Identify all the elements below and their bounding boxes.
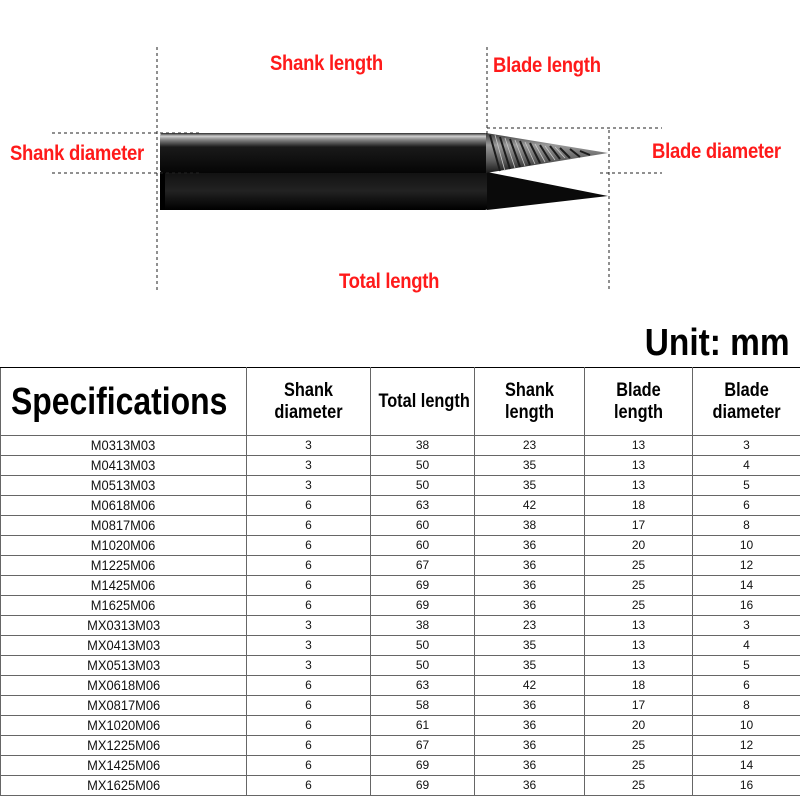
value-cell: 3 [247, 616, 371, 636]
value-cell: 6 [247, 536, 371, 556]
value-cell: 13 [585, 456, 693, 476]
value-cell: 6 [247, 756, 371, 776]
value-cell: 12 [693, 736, 800, 756]
model-cell: MX0313M03 [1, 616, 247, 636]
value-cell: 69 [371, 596, 475, 616]
value-cell: 36 [475, 696, 585, 716]
value-cell: 25 [585, 736, 693, 756]
value-cell: 4 [693, 636, 800, 656]
total-length-label: Total length [339, 270, 440, 293]
table-row [1, 436, 800, 456]
model-cell: M0817M06 [1, 516, 247, 536]
model-cell: MX1625M06 [1, 776, 247, 796]
value-cell: 38 [371, 436, 475, 456]
table-row [1, 736, 800, 756]
value-cell: 6 [247, 716, 371, 736]
value-cell: 25 [585, 776, 693, 796]
model-cell: MX1225M06 [1, 736, 247, 756]
unit-label: Unit: mm [645, 322, 790, 364]
value-cell: 67 [371, 736, 475, 756]
value-cell: 3 [247, 656, 371, 676]
value-cell: 38 [371, 616, 475, 636]
value-cell: 60 [371, 516, 475, 536]
value-cell: 3 [247, 636, 371, 656]
value-cell: 38 [475, 516, 585, 536]
column-header: Specifications [1, 368, 247, 436]
value-cell: 35 [475, 456, 585, 476]
value-cell: 69 [371, 776, 475, 796]
value-cell: 25 [585, 756, 693, 776]
value-cell: 3 [247, 476, 371, 496]
value-cell: 61 [371, 716, 475, 736]
model-cell: MX1425M06 [1, 756, 247, 776]
value-cell: 25 [585, 596, 693, 616]
blade-length-label: Blade length [493, 54, 601, 77]
value-cell: 50 [371, 456, 475, 476]
table-row [1, 596, 800, 616]
column-header: Shank diameter [247, 368, 371, 436]
model-cell: M0413M03 [1, 456, 247, 476]
value-cell: 14 [693, 576, 800, 596]
value-cell: 13 [585, 436, 693, 456]
value-cell: 20 [585, 716, 693, 736]
value-cell: 25 [585, 576, 693, 596]
value-cell: 42 [475, 496, 585, 516]
value-cell: 23 [475, 616, 585, 636]
value-cell: 6 [247, 576, 371, 596]
value-cell: 6 [247, 516, 371, 536]
value-cell: 13 [585, 636, 693, 656]
column-header: Blade length [585, 368, 693, 436]
value-cell: 36 [475, 736, 585, 756]
value-cell: 13 [585, 656, 693, 676]
value-cell: 20 [585, 536, 693, 556]
value-cell: 12 [693, 556, 800, 576]
column-header: Shank length [475, 368, 585, 436]
value-cell: 3 [693, 436, 800, 456]
model-cell: M0618M06 [1, 496, 247, 516]
blade-head [486, 133, 608, 173]
value-cell: 13 [585, 476, 693, 496]
value-cell: 23 [475, 436, 585, 456]
table-header-row [1, 368, 800, 436]
model-cell: M1425M06 [1, 576, 247, 596]
table-row [1, 496, 800, 516]
value-cell: 6 [247, 776, 371, 796]
table-row [1, 776, 800, 796]
value-cell: 6 [247, 676, 371, 696]
table-row [1, 616, 800, 636]
value-cell: 10 [693, 536, 800, 556]
model-cell: M0313M03 [1, 436, 247, 456]
model-cell: M1225M06 [1, 556, 247, 576]
table-row [1, 576, 800, 596]
value-cell: 67 [371, 556, 475, 576]
value-cell: 16 [693, 776, 800, 796]
model-cell: M0513M03 [1, 476, 247, 496]
table-row [1, 536, 800, 556]
value-cell: 69 [371, 756, 475, 776]
value-cell: 6 [247, 556, 371, 576]
value-cell: 18 [585, 496, 693, 516]
value-cell: 6 [247, 496, 371, 516]
value-cell: 3 [247, 456, 371, 476]
value-cell: 17 [585, 696, 693, 716]
value-cell: 36 [475, 576, 585, 596]
table-row [1, 696, 800, 716]
table-row [1, 756, 800, 776]
tool-reflection [160, 172, 608, 210]
value-cell: 36 [475, 596, 585, 616]
value-cell: 17 [585, 516, 693, 536]
value-cell: 4 [693, 456, 800, 476]
table-row [1, 636, 800, 656]
model-cell: MX0513M03 [1, 656, 247, 676]
spec-table-body [1, 436, 800, 796]
value-cell: 25 [585, 556, 693, 576]
value-cell: 42 [475, 676, 585, 696]
value-cell: 6 [247, 696, 371, 716]
value-cell: 6 [693, 676, 800, 696]
value-cell: 36 [475, 756, 585, 776]
model-cell: MX0618M06 [1, 676, 247, 696]
table-row [1, 456, 800, 476]
value-cell: 58 [371, 696, 475, 716]
model-cell: M1020M06 [1, 536, 247, 556]
spec-table [0, 367, 800, 796]
value-cell: 6 [693, 496, 800, 516]
value-cell: 6 [247, 736, 371, 756]
value-cell: 35 [475, 476, 585, 496]
value-cell: 50 [371, 636, 475, 656]
value-cell: 5 [693, 476, 800, 496]
table-row [1, 556, 800, 576]
value-cell: 36 [475, 536, 585, 556]
value-cell: 35 [475, 636, 585, 656]
table-row [1, 516, 800, 536]
value-cell: 13 [585, 616, 693, 636]
value-cell: 36 [475, 556, 585, 576]
value-cell: 5 [693, 656, 800, 676]
table-row [1, 716, 800, 736]
table-row [1, 656, 800, 676]
value-cell: 18 [585, 676, 693, 696]
model-cell: MX1020M06 [1, 716, 247, 736]
table-row [1, 676, 800, 696]
blade-diameter-label: Blade diameter [652, 140, 781, 163]
value-cell: 50 [371, 476, 475, 496]
column-header: Blade diameter [693, 368, 800, 436]
value-cell: 69 [371, 576, 475, 596]
value-cell: 16 [693, 596, 800, 616]
value-cell: 6 [247, 596, 371, 616]
value-cell: 63 [371, 676, 475, 696]
value-cell: 50 [371, 656, 475, 676]
value-cell: 35 [475, 656, 585, 676]
value-cell: 36 [475, 776, 585, 796]
value-cell: 3 [693, 616, 800, 636]
value-cell: 36 [475, 716, 585, 736]
model-cell: MX0413M03 [1, 636, 247, 656]
shank-length-label: Shank length [270, 52, 383, 75]
column-header: Total length [371, 368, 475, 436]
model-cell: M1625M06 [1, 596, 247, 616]
shank [160, 133, 488, 173]
value-cell: 60 [371, 536, 475, 556]
value-cell: 10 [693, 716, 800, 736]
value-cell: 3 [247, 436, 371, 456]
value-cell: 8 [693, 696, 800, 716]
table-row [1, 476, 800, 496]
value-cell: 14 [693, 756, 800, 776]
value-cell: 8 [693, 516, 800, 536]
model-cell: MX0817M06 [1, 696, 247, 716]
shank-diameter-label: Shank diameter [10, 142, 144, 165]
value-cell: 63 [371, 496, 475, 516]
